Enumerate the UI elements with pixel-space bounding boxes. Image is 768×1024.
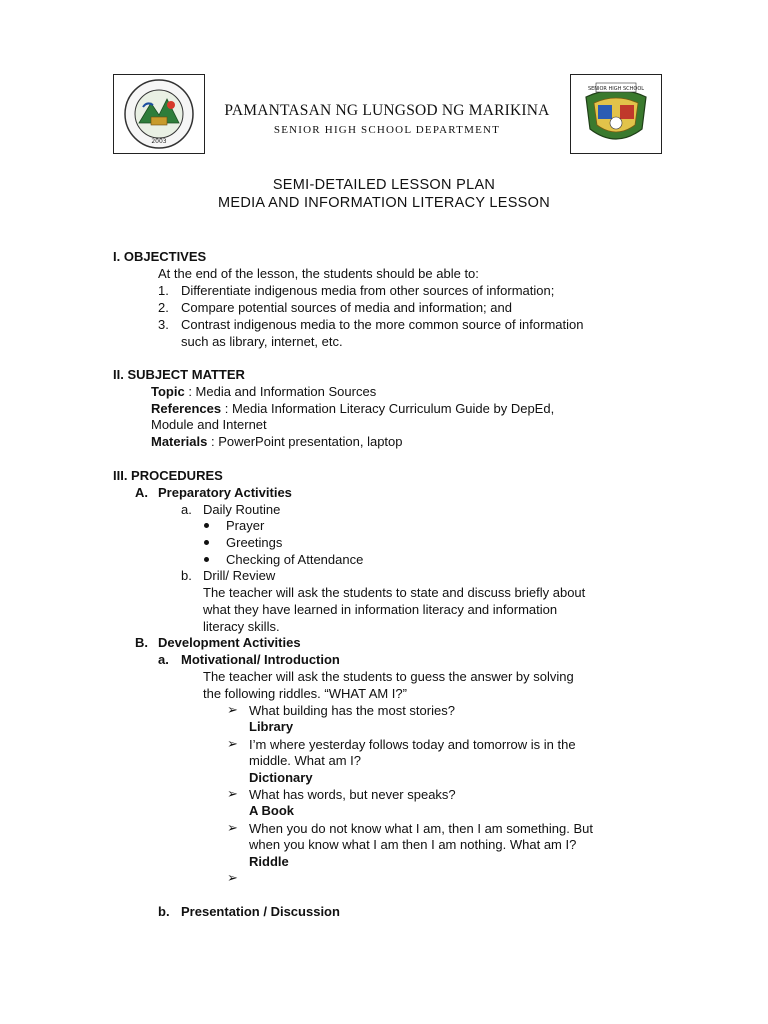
bullet-icon bbox=[204, 540, 209, 545]
procedures-heading: III. PROCEDURES bbox=[113, 468, 223, 483]
arrow-bullet-icon: ➢ bbox=[227, 702, 238, 717]
arrow-bullet-icon: ➢ bbox=[227, 736, 238, 751]
routine-item: Checking of Attendance bbox=[226, 552, 364, 567]
materials-line bbox=[151, 433, 403, 450]
lesson-plan-title: SEMI-DETAILED LESSON PLAN bbox=[272, 177, 496, 193]
materials-label: Materials bbox=[151, 434, 208, 449]
riddle-answer: Riddle bbox=[249, 854, 289, 869]
subject-matter-heading: II. SUBJECT MATTER bbox=[113, 367, 245, 382]
references-continued: Module and Internet bbox=[151, 417, 267, 432]
preparatory-activities-title: Preparatory Activities bbox=[158, 485, 292, 500]
objective-number: 2. bbox=[158, 300, 169, 315]
daily-routine-label: a. bbox=[181, 502, 192, 517]
shs-shield-icon bbox=[574, 77, 658, 151]
objective-text: Compare potential sources of media and information; and bbox=[181, 300, 512, 315]
bullet-icon bbox=[204, 557, 209, 562]
objective-text: Contrast indigenous media to the more common source of information bbox=[181, 317, 584, 332]
svg-text:SENIOR HIGH SCHOOL: SENIOR HIGH SCHOOL bbox=[587, 86, 645, 92]
section-a-label: A. bbox=[135, 485, 148, 500]
references-value: : Media Information Literacy Curriculum Guide by DepEd, bbox=[221, 401, 555, 416]
university-seal-logo bbox=[113, 74, 205, 154]
motivation-text: the following riddles. “WHAT AM I?” bbox=[203, 686, 407, 701]
drill-review-label: b. bbox=[181, 568, 192, 583]
arrow-bullet-icon: ➢ bbox=[227, 870, 238, 885]
motivation-title: Motivational/ Introduction bbox=[181, 652, 340, 667]
drill-review-text: literacy skills. bbox=[203, 619, 280, 634]
objectives-intro: At the end of the lesson, the students should be able to: bbox=[158, 266, 479, 281]
riddle-question: When you do not know what I am, then I am something. But bbox=[249, 821, 593, 836]
department-name: SENIOR HIGH SCHOOL DEPARTMENT bbox=[273, 124, 501, 136]
references-line bbox=[151, 400, 554, 417]
topic-line bbox=[151, 383, 376, 400]
topic-label: Topic bbox=[151, 384, 185, 399]
objective-text-continued: such as library, internet, etc. bbox=[181, 334, 343, 349]
section-b-label: B. bbox=[135, 635, 148, 650]
topic-value: : Media and Information Sources bbox=[184, 384, 377, 399]
objective-text: Differentiate indigenous media from other sources of information; bbox=[181, 283, 555, 298]
senior-high-school-logo bbox=[570, 74, 662, 154]
riddle-answer: Dictionary bbox=[249, 770, 313, 785]
motivation-text: The teacher will ask the students to guess the answer by solving bbox=[203, 669, 574, 684]
materials-value: : PowerPoint presentation, laptop bbox=[207, 434, 403, 449]
arrow-bullet-icon: ➢ bbox=[227, 820, 238, 835]
riddle-question: What has words, but never speaks? bbox=[249, 787, 456, 802]
university-name: PAMANTASAN NG LUNGSOD NG MARIKINA bbox=[224, 102, 550, 119]
motivation-label: a. bbox=[158, 652, 169, 667]
svg-text:2003: 2003 bbox=[151, 138, 167, 145]
bullet-icon bbox=[204, 523, 209, 528]
objective-number: 3. bbox=[158, 317, 169, 332]
drill-review-title: Drill/ Review bbox=[203, 568, 276, 583]
riddle-answer: Library bbox=[249, 719, 294, 734]
arrow-bullet-icon: ➢ bbox=[227, 786, 238, 801]
objective-number: 1. bbox=[158, 283, 169, 298]
lesson-plan-subtitle: MEDIA AND INFORMATION LITERACY LESSON bbox=[217, 195, 551, 211]
development-activities-title: Development Activities bbox=[158, 635, 301, 650]
routine-item: Greetings bbox=[226, 535, 283, 550]
routine-item: Prayer bbox=[226, 518, 265, 533]
drill-review-text: what they have learned in information literacy and information bbox=[203, 602, 558, 617]
daily-routine-title: Daily Routine bbox=[203, 502, 281, 517]
riddle-question-continued: middle. What am I? bbox=[249, 753, 361, 768]
presentation-title: Presentation / Discussion bbox=[181, 904, 340, 919]
objectives-heading: I. OBJECTIVES bbox=[113, 249, 207, 264]
references-label: References bbox=[151, 401, 222, 416]
drill-review-text: The teacher will ask the students to state and discuss briefly about bbox=[203, 585, 586, 600]
riddle-answer: A Book bbox=[249, 803, 295, 818]
riddle-question: What building has the most stories? bbox=[249, 703, 455, 718]
riddle-question: I’m where yesterday follows today and tomorrow is in the bbox=[249, 737, 576, 752]
presentation-label: b. bbox=[158, 904, 170, 919]
riddle-question-continued: when you know what I am then I am nothing. What am I? bbox=[249, 837, 577, 852]
university-seal-icon bbox=[117, 77, 201, 151]
